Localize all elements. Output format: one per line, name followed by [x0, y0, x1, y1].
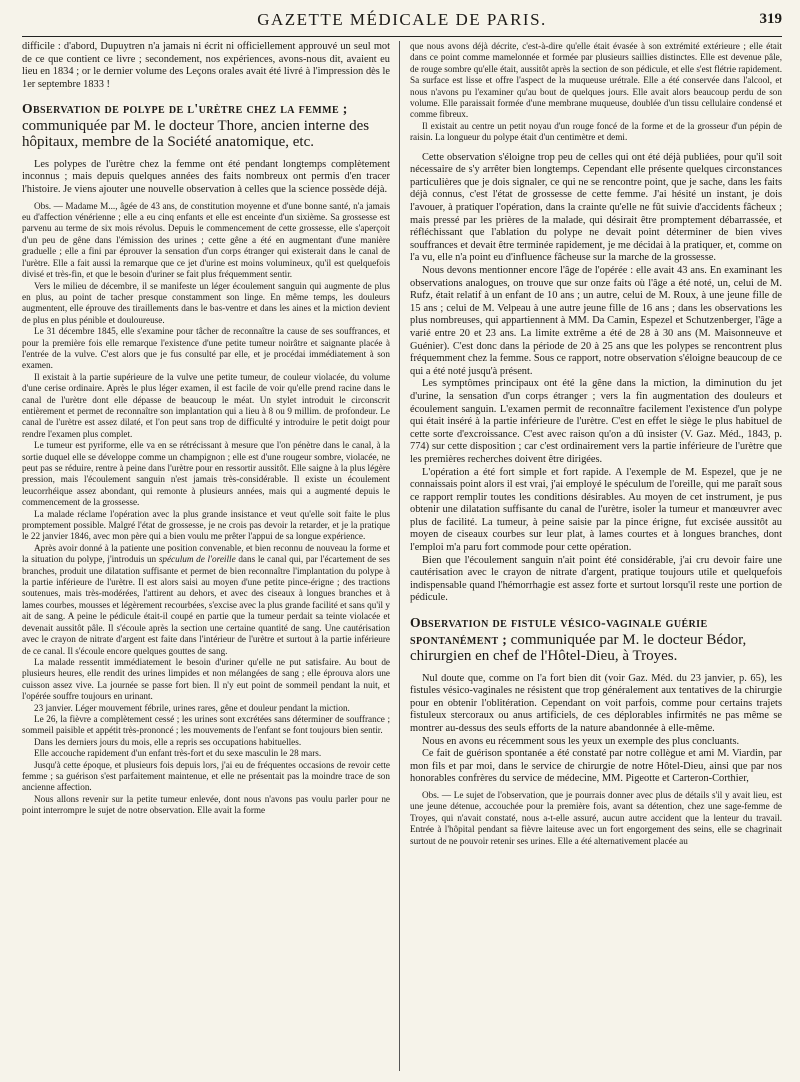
- observation-paragraph: Dans les derniers jours du mois, elle a repris ses occupations habituelles.: [34, 736, 302, 747]
- running-title: GAZETTE MÉDICALE DE PARIS.: [257, 10, 547, 29]
- observation-paragraph: Obs. — Le sujet de l'observation, que je pourrais donner avec plus de détails s'il y avait lieu, est une jeune détenue, accouchée pour la première fois, avant sa détention, chez une sage-femme de Troyes, qui n'avait constaté, nous a-t-elle assuré, aucun autre accident que la lenteur du travail. Entrée à l'hôpital pendant sa fièvre laiteuse avec un fort engorgement des seins, elle se chagrinait surtout de ne pouvoir retenir ses urines. Elle a été alternativement placée au: [410, 789, 782, 846]
- observation-paragraph: Le 26, la fièvre a complètement cessé ; les urines sont excrétées sans déterminer de souffrance ; sommeil paisible et appétit très-prononcé ; les mouvements de l'enfant se font toujours bien sentir.: [22, 713, 390, 736]
- commentary-paragraph: Les symptômes principaux ont été la gêne dans la miction, la diminution du jet d'urine, la sensation d'un corps étranger ; vers la fin augmentation des douleurs et écoulement sanguin. L'examen permit de reconnaître facilement l'existence d'un polype qui était inséré à la partie inférieure de l'urètre. C'est en effet le siège le plus habituel de cette sorte d'excroissance. C'est avec raison qu'on a dû insister (V. Gaz. Méd., 1843, p. 774) sur cette disposition ; car c'est ordinairement vers la partie inférieure de l'urètre que les premières recherches doivent être dirigées.: [410, 378, 782, 465]
- observation-paragraph: 23 janvier. Léger mouvement fébrile, urines rares, gêne et douleur pendant la miction.: [34, 702, 350, 713]
- lead-paragraph: Les polypes de l'urètre chez la femme ont été pendant longtemps complètement inconnus ; mais depuis quelques années des faits nombreux ont permis d'en tracer l'histoire. Je viens ajouter une nouvelle observation à celles que la science possède déjà.: [22, 158, 390, 196]
- commentary-paragraph: Bien que l'écoulement sanguin n'ait point été considérable, j'ai cru devoir faire une cautérisation avec le crayon de nitrate d'argent, pratique toujours utile et quelquefois indispensable quand l'hémorrhagie est assez forte et surtout lorsqu'il reste une portion de pédicule.: [410, 554, 782, 604]
- observation-paragraph: Il existait au centre un petit noyau d'un rouge foncé de la forme et de la grosseur d'un pépin de raisin. La longueur du polype était d'un centimètre et demi.: [410, 120, 782, 143]
- article-title-caps: Observation de fistule vésico-vaginale guérie spontanément ;: [410, 615, 708, 647]
- observation-paragraph: Obs. — Madame M..., âgée de 43 ans, de constitution moyenne et d'une bonne santé, n'a jamais eu d'affection vénérienne ; elle a eu cinq enfants et elle est enceinte d'un sixième. Sa grossesse est parvenu au terme de six mois révolus. Depuis le commencement de cette grossesse, elle s'aperçoit d'un peu de gêne dans l'émission des urines ; cette gêne a été en augmentant d'une manière graduelle ; elle a fini par éprouver la sensation d'un corps étranger qui existerait dans le canal de l'urètre. Elle a fait aussi la remarque que ce jet d'urine est moins volumineux, qu'il est quelquefois divisé et très-fin, et que le besoin d'uriner se fait plus fréquemment sentir.: [22, 200, 390, 280]
- intro-paragraph: difficile : d'abord, Dupuytren n'a jamais ni écrit ni officiellement approuvé un seul mot de ce que contient ce livre ; secondement, nos expériences, avons-nous dit, avaient eu lieu en 1834 ; or le dernier volume des Leçons orales avait été livré à l'impression dès le 1er septembre 1833 !: [22, 41, 390, 90]
- article-title-fistule: [410, 615, 782, 665]
- column-divider: [399, 41, 400, 1071]
- observation-paragraph: La malade ressentit immédiatement le besoin d'uriner qu'elle ne put satisfaire. Au bout de plusieurs heures, elle rendit des urines limpides et non mélangées de sang ; elle éprouva alors une cuisson assez vive. La journée se passe fort bien. Il n'y eut point de sommeil pendant la nuit, et l'opérée souffre toujours en urinant.: [22, 656, 390, 702]
- obs-7-text-b: dans le canal qui, par l'écartement de ses branches, produit une dilatation suffisante et permet de bien reconnaître l'implantation du polype à la partie inférieure de l'urètre. Il est alors saisi au moyen d'une petite pince-érigne ; des tractions soutenues, mais très-modérées, l'attirent au dehors, et avec des ciseaux à longues branches et à lames courbes, mousses et légèrement recourbées, s'excise avec la plus grande facilité et sans qu'il y ait de sang. A peine le pédicule était-il coupé en partie que la tumeur perdait sa teinte violacée et devenait aussitôt pâle. Il s'écoule après la section une certaine quantité de sang. Une cautérisation avec le crayon de nitrate d'argent est faite dans l'intérieur de l'urètre et surtout à la partie inférieure de ce canal. Il s'écoule encore quelques gouttes de sang.: [22, 554, 390, 656]
- commentary-paragraph: Nous devons mentionner encore l'âge de l'opérée : elle avait 43 ans. En examinant les observations analogues, on trouve que sur onze faits où l'âge a été noté, un, celui de M. Rufz, était relatif à un enfant de 10 ans ; un autre, celui de M. Roux, à une jeune fille de 15 ans ; celui de M. Velpeau à une autre jeune fille de 16 ans ; dans les observations les plus nombreuses, qui appartiennent à MM. Da Camin, Espezel et Schutzenberger, l'âge a varié entre 20 et 23 ans. La limite extrême a été de 28 à 30 ans (M. Maisonneuve et Guénier). C'est donc dans la période de 20 à 25 ans que les polypes se rencontrent plus fréquemment chez la femme. Sous ce rapport, notre observation s'éloigne beaucoup de ce qui a été noté jusqu'à présent.: [410, 265, 782, 377]
- observation-paragraph: Elle accouche rapidement d'un enfant très-fort et du sexe masculin le 28 mars.: [34, 748, 322, 759]
- article-title-polype: [22, 101, 390, 151]
- observation-paragraph: [22, 543, 390, 657]
- observation-paragraph: Jusqu'à cette époque, et plusieurs fois depuis lors, j'ai eu de fréquentes occasions de revoir cette femme ; sa guérison s'est parfaitement maintenue, et elle ne présentait pas la moindre trace de son ancienne affection.: [22, 759, 390, 793]
- speculum-italic: spéculum de l'oreille: [158, 554, 236, 565]
- article-paragraph: Nous en avons eu récemment sous les yeux un exemple des plus concluants.: [422, 735, 740, 747]
- page-number: 319: [759, 11, 782, 27]
- observation-paragraph: La malade réclame l'opération avec la plus grande insistance et veut qu'elle soit faite le plus promptement possible. Malgré l'état de grossesse, je ne crois pas devoir la retarder, et je la pratique le 22 janvier 1846, avec mon père qui a bien voulu me prêter l'appui de sa longue expérience.: [22, 508, 390, 542]
- article-title-rest: communiquée par M. le docteur Bédor, chirurgien en chef de l'Hôtel-Dieu, à Troyes.: [410, 631, 747, 665]
- observation-paragraph: que nous avons déjà décrite, c'est-à-dire qu'elle était évasée à son extrémité extérieure ; elle était dans ce point comme mamelonnée et formée par plusieurs saillies distinctes. Elle est devenue pâle, de rouge sombre qu'elle était, aussitôt après la section de son pédicule, et elle s'est flétrie rapidement. Sa surface est lisse et offre l'aspect de la muqueuse urétrale. Elle a été conservée dans l'alcool, et nous n'avons pu l'examiner qu'au bout de quelques jours. Elle avait alors beaucoup perdu de son volume. Elle paraissait formée d'une membrane muqueuse, doublée d'un tissu cellulaire condensé et comme fibreux.: [410, 41, 782, 120]
- observation-paragraph: Le tumeur est pyriforme, elle va en se rétrécissant à mesure que l'on pénètre dans le canal, à la sortie duquel elle se développe comme un champignon ; elle est d'une rougeur sombre, violacée, ne peut pas se réduire, rentre à peine dans l'urètre pour en ressortir aussitôt. Elle saigne à la plus légère pression, mais l'écoulement sanguin n'est jamais très-considérable. Il existe un écoulement leucorrhéique assez abondant, qui remonte à plusieurs années, mais qui a augmenté depuis le commencement de la grossesse.: [22, 440, 390, 508]
- article-paragraph: Ce fait de guérison spontanée a été constaté par notre collègue et ami M. Viardin, par mon fils et par moi, dans le service de chirurgie de notre Hôtel-Dieu, ainsi que par nos honorables confrères du service de médecine, MM. Pigeotte et Carteron-Corthier,: [410, 748, 782, 785]
- obs-7-text-a: Après avoir donné à la patiente une position convenable, et bien reconnu de nouveau la forme et la situation du polype, j'introduis un: [22, 542, 390, 565]
- article-paragraph: Nul doute que, comme on l'a fort bien dit (voir Gaz. Méd. du 23 janvier, p. 65), les fistules vésico-vaginales ne résistent que trop généralement aux tentatives de la chirurgie pour en obtenir l'oblitération. Cependant on voit parfois, comme pour certains trajets fistuleux stercoraux ou anus artificiels, de ces déplorables infirmités ne pas même se montrer au-dessus des seuls efforts de la nature abandonnée à elle-même.: [410, 672, 782, 734]
- observation-paragraph: Le 31 décembre 1845, elle s'examine pour tâcher de reconnaître la cause de ses souffrances, et pour la première fois elle remarque l'existence d'une petite tumeur noirâtre et saignante placée à l'entrée de la vulve. C'est alors que je fus consulté par elle, et je procédai immédiatement à son examen.: [22, 326, 390, 371]
- page-header: [22, 8, 782, 37]
- observation-paragraph: Vers le milieu de décembre, il se manifeste un léger écoulement sanguin qui augmente de plus en plus, au point de tacher presque constamment son linge. En même temps, les douleurs augmentent, elle éprouve des tiraillements dans le bas-ventre et dans les aines et la miction devient de plus en plus pénible et douloureuse.: [22, 280, 390, 325]
- observation-paragraph: Il existait à la partie supérieure de la vulve une petite tumeur, de couleur violacée, du volume d'une cerise ordinaire. Après le plus léger examen, il est facile de voir qu'elle prend racine dans le canal de l'urètre dont elle dépasse de beaucoup le méat. Un stylet introduit le circonscrit entièrement et permet de reconnaître son implantation qui a lieu à 8 ou 9 millim. de profondeur. Le canal de l'urètre est assez dilaté, et l'on peut sans trop de difficulté y introduire le petit doigt pour rendre l'examen plus complet.: [22, 371, 390, 439]
- observation-paragraph: Nous allons revenir sur la petite tumeur enlevée, dont nous n'avons pas voulu parler pour ne point interrompre le sujet de notre observation. Elle avait la forme: [22, 793, 390, 816]
- article-title-rest: communiquée par M. le docteur Thore, ancien interne des hôpitaux, membre de la Société anatomique, etc.: [22, 117, 370, 151]
- left-column: [22, 41, 390, 1073]
- commentary-paragraph: L'opération a été fort simple et fort rapide. A l'exemple de M. Espezel, que je ne connaissais point alors il est vrai, j'ai employé le spéculum de l'oreille, qui me paraît sous ce rapport remplir toutes les conditions désirables. Au moyen de cet instrument, je pus obtenir une dilatation suffisante du canal de l'urètre, isoler la tumeur et manœuvrer avec plus de facilité. La tumeur, à peine saisie par la pince érigne, fut excisée aussitôt au moyen de ciseaux courbes sur leur plat, à lames courtes et à longues branches, dont l'emploi m'a paru fort commode pour cette opération.: [410, 466, 782, 554]
- commentary-paragraph: Cette observation s'éloigne trop peu de celles qui ont été déjà publiées, pour qu'il soit nécessaire de s'y arrêter bien longtemps. Cependant elle présente quelques circonstances particulières que je dois signaler, ce qui ne se rencontre point, que je sache, dans les faits déjà connus, c'est l'état de grossesse de cette femme. J'ai hésité un instant, je dois l'avouer, à pratiquer l'opération, dans la crainte qu'elle ne fût suivie d'accidents fâcheux ; mais pressé par les prières de la malade, qui désirait être promptement débarrassée, et réfléchissant que l'ablation du polype ne devait point déterminer de bien vives souffrances et devait être terminée rapidement, je me décidai à la pratiquer, et, comme on l'a vu, elle n'a point eu d'influence fâcheuse sur la marche de la grossesse.: [410, 151, 782, 264]
- right-column: [410, 41, 782, 1073]
- article-title-caps: Observation de polype de l'urètre chez la femme ;: [22, 101, 348, 117]
